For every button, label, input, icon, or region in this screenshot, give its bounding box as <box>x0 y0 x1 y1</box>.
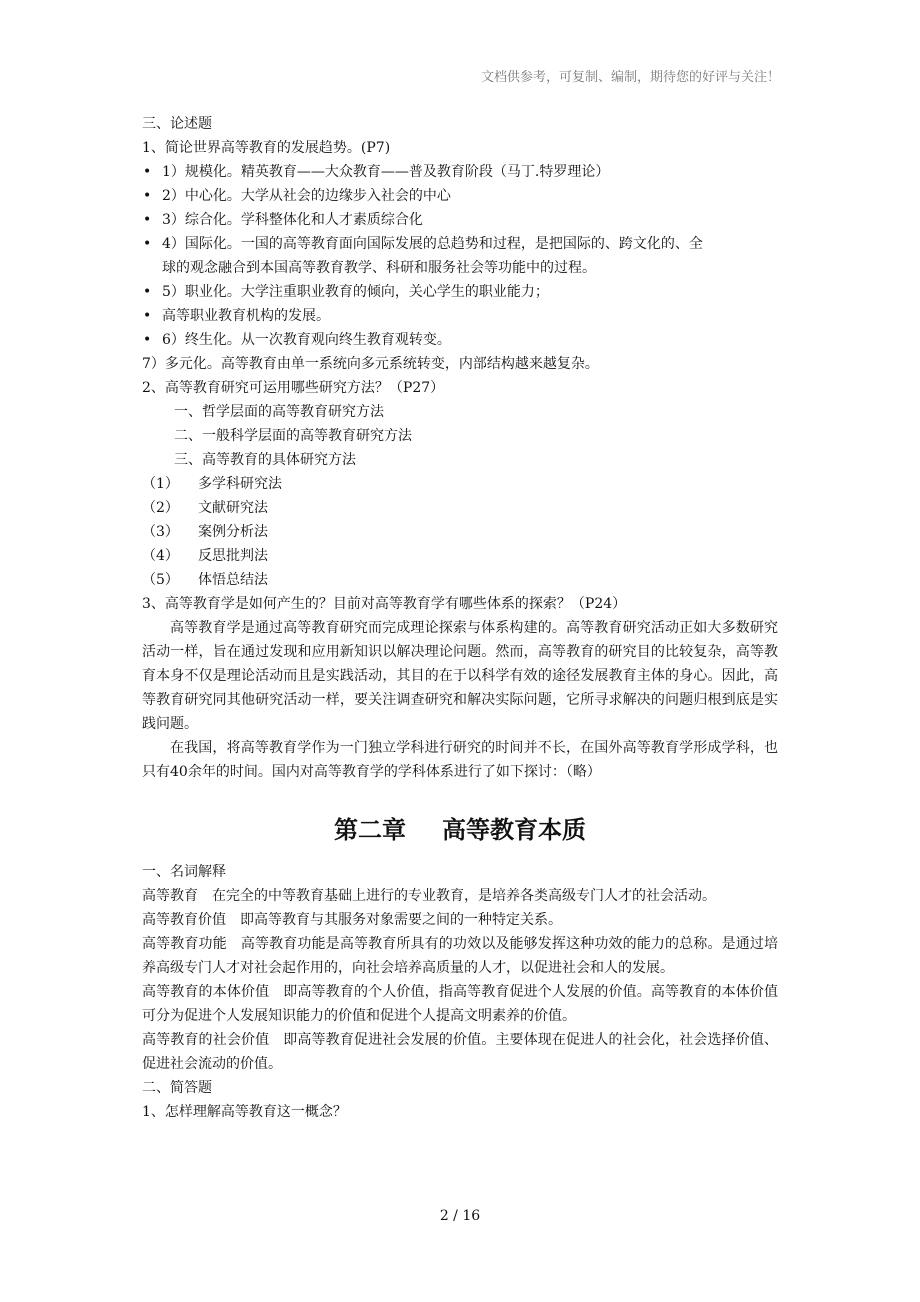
chapter-title: 高等教育本质 <box>442 816 586 844</box>
definition: 高等教育功能是高等教育所具有的功效以及能够发挥这种功效的能力的总称。是通过培养高级专门人才对社会起作用的，向社会培养高质量的人才，以促进社会和人的发展。 <box>142 936 779 976</box>
term: 高等教育的社会价值 <box>142 1032 270 1048</box>
chapter-heading <box>142 810 778 850</box>
method-item <box>142 544 778 568</box>
question-2-title: 2、高等教育研究可运用哪些研究方法？（P27） <box>142 380 445 396</box>
method-text: 文献研究法 <box>198 500 268 516</box>
term: 高等教育 <box>142 888 198 904</box>
bullet-continuation: 球的观念融合到本国高等教育教学、科研和服务社会等功能中的过程。 <box>162 260 596 276</box>
paragraph: 高等教育学是通过高等教育研究而完成理论探索与体系构建的。高等教育研究活动正如大多数研究活动一样，旨在通过发现和应用新知识以解决理论问题。然而，高等教育的研究目的比较复杂，高等教育本身不仅是理论活动而且是实践活动，其目的在于以科学有效的途径发展教育主体的身心。因此，高等教育研究同其他研究活动一样，要关注调查研究和解决实际问题，它所寻求解决的问题归根到底是实践问题。 <box>142 620 778 732</box>
term-definition <box>142 1028 778 1076</box>
document-body <box>142 112 778 1124</box>
method-number: （4） <box>142 548 179 564</box>
term-definition <box>142 932 778 980</box>
bullet-item: • 5）职业化。大学注重职业教育的倾向，关心学生的职业能力； <box>142 280 778 304</box>
term: 高等教育功能 <box>142 936 227 952</box>
definition: 即高等教育与其服务对象需要之间的一种特定关系。 <box>240 912 562 928</box>
term: 高等教育的本体价值 <box>142 984 270 1000</box>
method-item <box>142 496 778 520</box>
list-item-7: 7）多元化。高等教育由单一系统向多元系统转变，内部结构越来越复杂。 <box>142 356 599 372</box>
method-text: 体悟总结法 <box>198 572 268 588</box>
question-3-title: 3、高等教育学是如何产生的？目前对高等教育学有哪些体系的探索？（P24） <box>142 596 627 612</box>
term: 高等教育价值 <box>142 912 226 928</box>
term-definition <box>142 980 778 1028</box>
method-number: （3） <box>142 524 179 540</box>
method-item <box>142 472 778 496</box>
bullet-item: • 1）规模化。精英教育——大众教育——普及教育阶段（马丁.特罗理论） <box>142 160 778 184</box>
method-level: 三、高等教育的具体研究方法 <box>174 452 356 468</box>
paragraph: 在我国，将高等教育学作为一门独立学科进行研究的时间并不长，在国外高等教育学形成学科，也只有40余年的时间。国内对高等教育学的学科体系进行了如下探讨：（略） <box>142 740 778 780</box>
bullet-item: • 高等职业教育机构的发展。 <box>142 304 778 328</box>
chapter-label: 第二章 <box>334 816 406 844</box>
method-number: （2） <box>142 500 179 516</box>
bullet-item: • 4）国际化。一国的高等教育面向国际发展的总趋势和过程，是把国际的、跨文化的、全 <box>142 232 778 256</box>
method-item <box>142 568 778 592</box>
term-definition <box>142 908 778 932</box>
short-question-1: 1、怎样理解高等教育这一概念？ <box>142 1104 347 1120</box>
method-number: （5） <box>142 572 179 588</box>
definition: 即高等教育的个人价值，指高等教育促进个人发展的价值。高等教育的本体价值可分为促进个人发展知识能力的价值和促进个人提高文明素养的价值。 <box>142 984 779 1024</box>
method-text: 反思批判法 <box>198 548 268 564</box>
definition: 在完全的中等教育基础上进行的专业教育，是培养各类高级专门人才的社会活动。 <box>212 888 716 904</box>
method-level: 一、哲学层面的高等教育研究方法 <box>174 404 384 420</box>
bullet-item: • 3）综合化。学科整体化和人才素质综合化 <box>142 208 778 232</box>
section-title-terms: 一、名词解释 <box>142 864 226 880</box>
method-level: 二、一般科学层面的高等教育研究方法 <box>174 428 412 444</box>
bullet-item: • 2）中心化。大学从社会的边缘步入社会的中心 <box>142 184 778 208</box>
section-title-essay: 三、论述题 <box>142 116 212 132</box>
bullet-item: • 6）终生化。从一次教育观向终生教育观转变。 <box>142 328 778 352</box>
definition: 即高等教育促进社会发展的价值。主要体现在促进人的社会化，社会选择价值、促进社会流动的价值。 <box>142 1032 779 1072</box>
method-text: 案例分析法 <box>198 524 268 540</box>
method-text: 多学科研究法 <box>198 476 282 492</box>
method-item <box>142 520 778 544</box>
term-definition <box>142 884 778 908</box>
section-title-short-answer: 二、简答题 <box>142 1080 212 1096</box>
page-number: 2 / 16 <box>439 1208 481 1224</box>
header-note: 文档供参考，可复制、编制，期待您的好评与关注！ <box>480 70 780 85</box>
method-number: （1） <box>142 476 179 492</box>
question-1-title: 1、简论世界高等教育的发展趋势。(P7) <box>142 140 391 156</box>
